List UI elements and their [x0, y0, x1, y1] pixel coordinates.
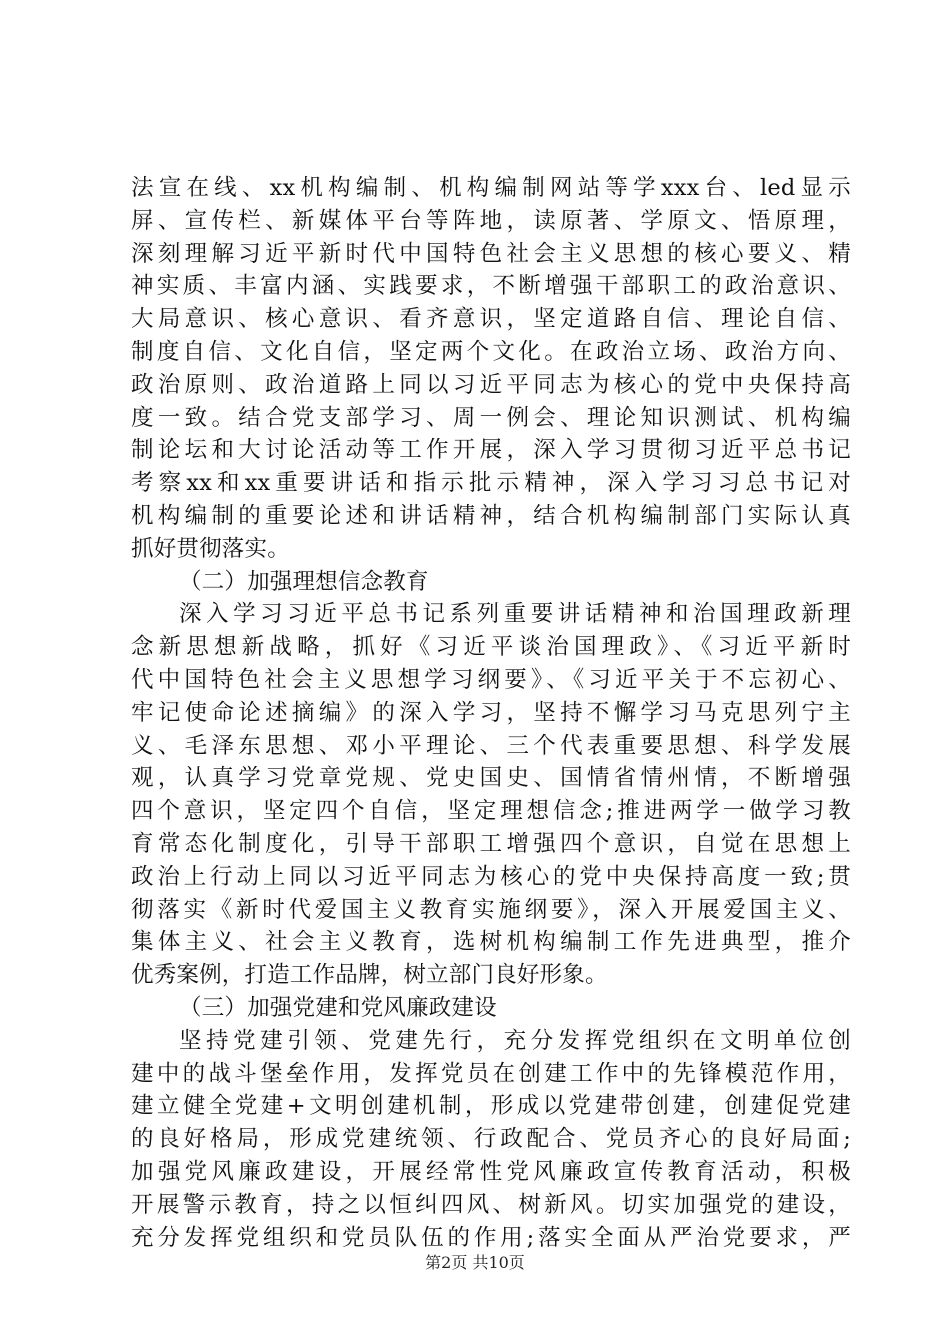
body-line: 坚持党建引领、党建先行，充分发挥党组织在文明单位创 — [179, 1027, 851, 1054]
body-line: 制论坛和大讨论活动等工作开展，深入学习贯彻习近平总书记 — [131, 437, 851, 464]
body-line: 念新思想新战略，抓好《习近平谈治国理政》、《习近平新时 — [131, 634, 851, 661]
body-line: 建中的战斗堡垒作用，发挥党员在创建工作中的先锋模范作用， — [131, 1060, 851, 1087]
body-line: 神实质、丰富内涵、实践要求，不断增强干部职工的政治意识、 — [131, 273, 851, 300]
body-line: 考察xx和xx重要讲话和指示批示精神，深入学习习总书记对 — [131, 470, 851, 497]
page-number-footer: 第2页 共10页 — [425, 1253, 525, 1272]
body-line: 政治原则、政治道路上同以习近平同志为核心的党中央保持高 — [131, 371, 851, 398]
body-line: 观，认真学习党章党规、党史国史、国情省情州情，不断增强 — [131, 765, 851, 792]
body-line: 深入学习习近平总书记系列重要讲话精神和治国理政新理 — [179, 601, 851, 628]
document-body — [131, 172, 851, 1254]
body-line: 集体主义、社会主义教育，选树机构编制工作先进典型，推介 — [131, 929, 851, 956]
body-line: 制度自信、文化自信，坚定两个文化。在政治立场、政治方向、 — [131, 338, 851, 365]
body-line: 屏、宣传栏、新媒体平台等阵地，读原著、学原文、悟原理， — [131, 207, 851, 234]
body-line: 充分发挥党组织和党员队伍的作用;落实全面从严治党要求，严 — [131, 1224, 851, 1251]
body-line: 开展警示教育，持之以恒纠四风、树新风。切实加强党的建设， — [131, 1191, 851, 1218]
body-line: 法宣在线、xx机构编制、机构编制网站等学xxx台、led显示 — [131, 175, 851, 201]
section-heading: （三）加强党建和党风廉政建设 — [179, 994, 497, 1021]
body-line: 深刻理解习近平新时代中国特色社会主义思想的核心要义、精 — [131, 240, 851, 267]
body-line: 育常态化制度化，引导干部职工增强四个意识，自觉在思想上 — [131, 830, 851, 857]
body-line: 牢记使命论述摘编》的深入学习，坚持不懈学习马克思列宁主 — [131, 699, 851, 726]
body-line: 建立健全党建+文明创建机制，形成以党建带创建，创建促党建 — [131, 1093, 851, 1120]
body-line: 四个意识，坚定四个自信，坚定理想信念;推进两学一做学习教 — [131, 798, 851, 825]
body-line: 机构编制的重要论述和讲话精神，结合机构编制部门实际认真 — [131, 502, 851, 529]
body-line: 彻落实《新时代爱国主义教育实施纲要》，深入开展爱国主义、 — [131, 896, 851, 923]
body-line: 优秀案例，打造工作品牌，树立部门良好形象。 — [131, 962, 608, 989]
section-heading: （二）加强理想信念教育 — [179, 568, 429, 595]
body-line: 抓好贯彻落实。 — [131, 535, 290, 562]
body-line: 的良好格局，形成党建统领、行政配合、党员齐心的良好局面; — [131, 1126, 851, 1153]
body-line: 政治上行动上同以习近平同志为核心的党中央保持高度一致;贯 — [131, 863, 851, 890]
body-line: 度一致。结合党支部学习、周一例会、理论知识测试、机构编 — [131, 404, 851, 431]
body-line: 大局意识、核心意识、看齐意识，坚定道路自信、理论自信、 — [131, 306, 851, 333]
body-line: 加强党风廉政建设，开展经常性党风廉政宣传教育活动，积极 — [131, 1158, 851, 1185]
body-line: 代中国特色社会主义思想学习纲要》、《习近平关于不忘初心、 — [131, 666, 851, 693]
body-line: 义、毛泽东思想、邓小平理论、三个代表重要思想、科学发展 — [131, 732, 851, 759]
